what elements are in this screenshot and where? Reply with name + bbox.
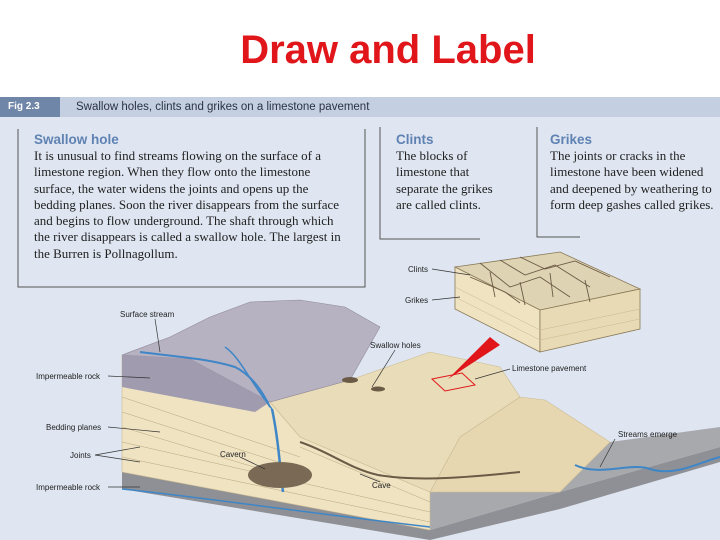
grikes-heading: Grikes [550, 132, 593, 147]
label-limestone-pavement: Limestone pavement [512, 364, 587, 373]
clints-text: The blocks of limestone that separate the grikes are called clints. [396, 148, 493, 212]
clints-heading: Clints [396, 132, 434, 147]
clints-block [396, 131, 506, 213]
label-bedding-planes: Bedding planes [46, 423, 102, 432]
pavement-closeup [455, 252, 640, 352]
swallow-hole-heading: Swallow hole [34, 132, 119, 147]
label-grikes: Grikes [405, 296, 429, 305]
figure-number: Fig 2.3 [0, 97, 60, 117]
label-surface-stream: Surface stream [120, 310, 175, 319]
swallow-hole-1 [342, 377, 358, 383]
grikes-block [550, 131, 718, 213]
figure-panel [0, 97, 720, 540]
cavern-shape [248, 462, 312, 488]
cross-section [122, 300, 720, 540]
label-impermeable-rock-bottom: Impermeable rock [36, 483, 101, 492]
swallow-hole-block [34, 131, 344, 262]
label-clints: Clints [408, 265, 429, 274]
grikes-text: The joints or cracks in the limestone have been widened and deepened by weathering to form deep gashes called grikes. [550, 148, 714, 212]
slide-title: Draw and Label [240, 28, 536, 72]
label-impermeable-rock-top: Impermeable rock [36, 372, 101, 381]
swallow-hole-2 [371, 387, 385, 392]
label-cave: Cave [372, 481, 391, 490]
label-streams-emerge: Streams emerge [618, 430, 678, 439]
label-cavern: Cavern [220, 450, 246, 459]
swallow-hole-text: It is unusual to find streams flowing on the surface of a limestone region. When they flow onto the limestone surface, the water widens the joints and opens up the bedding planes. Soon the river disappears from the surface and begins to flow underground. The shaft through which the river disappears is called a swallow hole. The largest in the Burren is Pollnagollum. [34, 148, 341, 261]
figure-caption: Swallow holes, clints and grikes on a limestone pavement [76, 101, 370, 113]
label-swallow-holes: Swallow holes [370, 341, 421, 350]
label-joints: Joints [70, 451, 91, 460]
